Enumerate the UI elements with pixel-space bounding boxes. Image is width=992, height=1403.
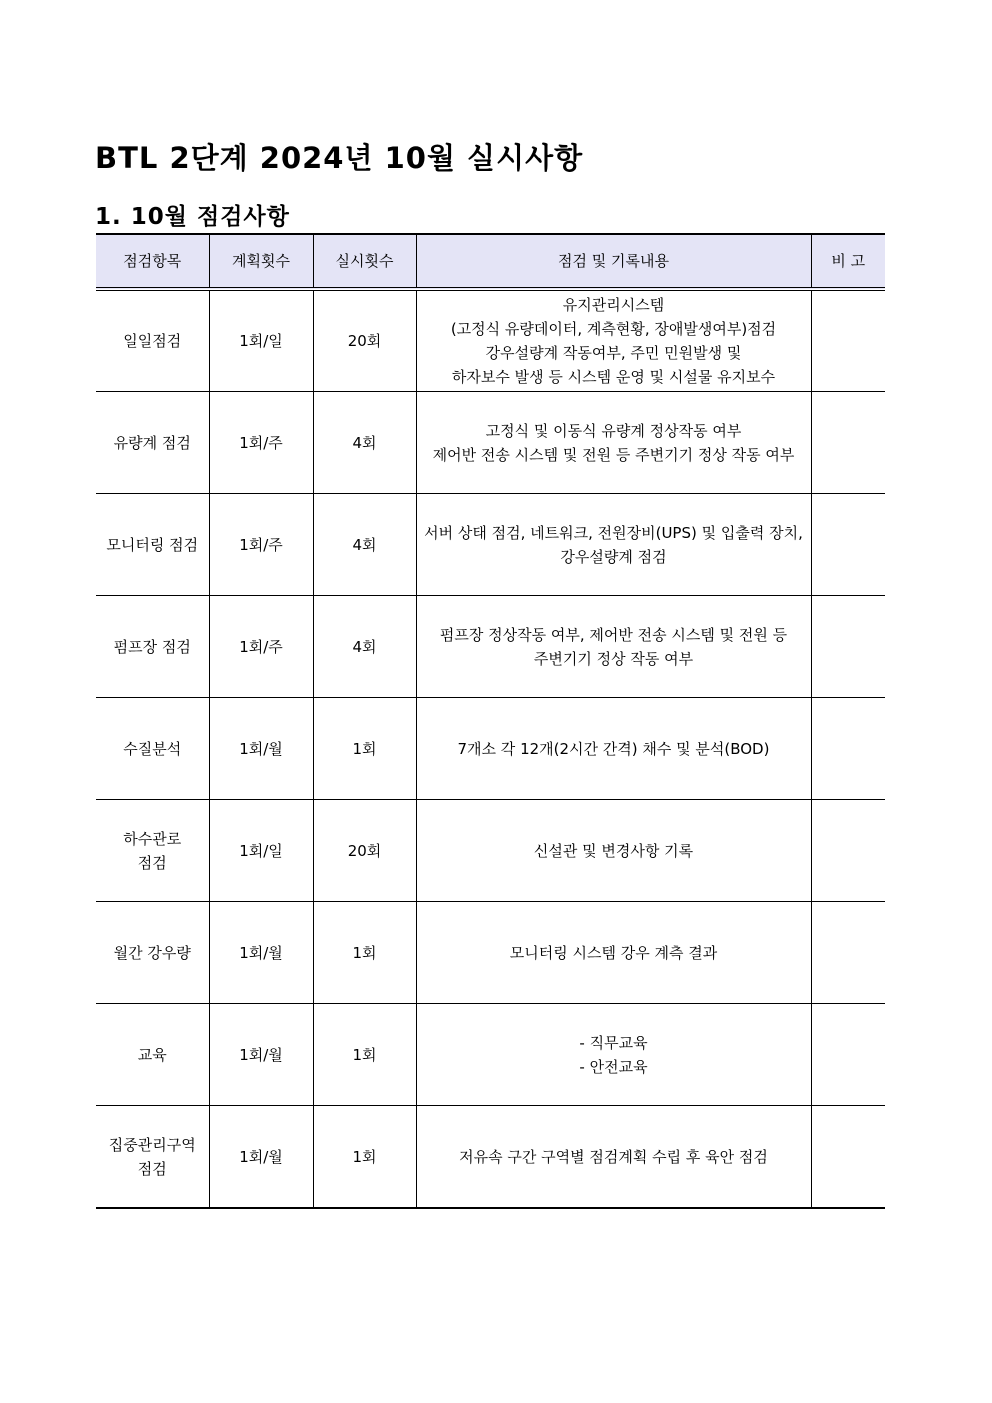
cell-actual-count: 4회 bbox=[313, 494, 416, 596]
header-item: 점검항목 bbox=[96, 234, 209, 289]
cell-note bbox=[811, 698, 885, 800]
cell-item bbox=[96, 698, 209, 800]
cell-actual-count: 1회 bbox=[313, 902, 416, 1004]
cell-content-line: - 안전교육 bbox=[579, 1057, 648, 1076]
cell-item bbox=[96, 902, 209, 1004]
cell-content bbox=[416, 1106, 811, 1209]
cell-item bbox=[96, 1004, 209, 1106]
cell-planned-count: 1회/월 bbox=[209, 698, 313, 800]
cell-item-line: 모니터링 점검 bbox=[106, 535, 199, 554]
table-row bbox=[96, 800, 885, 902]
cell-note bbox=[811, 1106, 885, 1209]
cell-item bbox=[96, 800, 209, 902]
cell-note bbox=[811, 800, 885, 902]
section-title: 1. 10월 점검사항 bbox=[95, 204, 290, 230]
cell-item-line: 일일점검 bbox=[123, 332, 182, 350]
cell-actual-count: 1회 bbox=[313, 1004, 416, 1106]
cell-content-line: 하자보수 발생 등 시스템 운영 및 시설물 유지보수 bbox=[451, 368, 776, 386]
cell-item-line: 하수관로 bbox=[123, 829, 182, 848]
cell-content-line: (고정식 유량데이터, 계측현황, 장애발생여부)점검 bbox=[450, 320, 777, 338]
cell-item-line: 수질분석 bbox=[123, 739, 182, 758]
cell-content bbox=[416, 596, 811, 698]
table-row bbox=[96, 698, 885, 800]
cell-item bbox=[96, 494, 209, 596]
cell-content bbox=[416, 902, 811, 1004]
cell-item-line: 집중관리구역 bbox=[108, 1135, 196, 1154]
cell-item-line: 월간 강우량 bbox=[113, 943, 191, 962]
cell-planned-count: 1회/주 bbox=[209, 596, 313, 698]
cell-content-line: 강우설량계 점검 bbox=[560, 547, 667, 566]
cell-item bbox=[96, 1106, 209, 1209]
cell-content-line: 저유속 구간 구역별 점검계획 수립 후 육안 점검 bbox=[459, 1147, 768, 1166]
cell-content-line: 펌프장 정상작동 여부, 제어반 전송 시스템 및 전원 등 bbox=[439, 625, 788, 644]
table-row bbox=[96, 596, 885, 698]
cell-content-line: 모니터링 시스템 강우 계측 결과 bbox=[509, 943, 718, 962]
table-body bbox=[96, 289, 885, 1208]
cell-content-line: 제어반 전송 시스템 및 전원 등 주변기기 정상 작동 여부 bbox=[432, 445, 795, 464]
header-planned-count: 계획횟수 bbox=[209, 234, 313, 289]
table-row bbox=[96, 494, 885, 596]
cell-note bbox=[811, 392, 885, 494]
cell-content-line: 고정식 및 이동식 유량계 정상작동 여부 bbox=[485, 421, 742, 440]
cell-content-line: 7개소 각 12개(2시간 간격) 채수 및 분석(BOD) bbox=[457, 739, 770, 758]
cell-planned-count: 1회/주 bbox=[209, 392, 313, 494]
cell-item bbox=[96, 392, 209, 494]
header-content: 점검 및 기록내용 bbox=[416, 234, 811, 289]
cell-actual-count: 1회 bbox=[313, 1106, 416, 1209]
cell-content bbox=[416, 494, 811, 596]
table-row bbox=[96, 289, 885, 392]
cell-content-line: 서버 상태 점검, 네트워크, 전원장비(UPS) 및 입출력 장치, bbox=[424, 523, 803, 542]
cell-item-line: 교육 bbox=[137, 1045, 167, 1064]
cell-actual-count: 20회 bbox=[313, 289, 416, 392]
cell-content-line: - 직무교육 bbox=[579, 1033, 648, 1052]
header-actual-count: 실시횟수 bbox=[313, 234, 416, 289]
cell-content bbox=[416, 800, 811, 902]
table-row bbox=[96, 1004, 885, 1106]
inspection-table bbox=[96, 233, 885, 1209]
cell-planned-count: 1회/주 bbox=[209, 494, 313, 596]
cell-note bbox=[811, 494, 885, 596]
cell-planned-count: 1회/일 bbox=[209, 800, 313, 902]
cell-item bbox=[96, 596, 209, 698]
cell-actual-count: 1회 bbox=[313, 698, 416, 800]
table-header-row bbox=[96, 234, 885, 289]
cell-planned-count: 1회/일 bbox=[209, 289, 313, 392]
header-note: 비 고 bbox=[811, 234, 885, 289]
table-row bbox=[96, 1106, 885, 1209]
cell-content-line: 유지관리시스템 bbox=[562, 296, 665, 314]
cell-item-line: 점검 bbox=[137, 853, 167, 872]
cell-planned-count: 1회/월 bbox=[209, 1106, 313, 1209]
cell-planned-count: 1회/월 bbox=[209, 1004, 313, 1106]
cell-content-line: 신설관 및 변경사항 기록 bbox=[533, 841, 694, 860]
cell-content-line: 주변기기 정상 작동 여부 bbox=[533, 649, 694, 668]
cell-note bbox=[811, 289, 885, 392]
table-row bbox=[96, 902, 885, 1004]
cell-content bbox=[416, 1004, 811, 1106]
cell-item-line: 펌프장 점검 bbox=[113, 637, 191, 656]
cell-note bbox=[811, 902, 885, 1004]
cell-content bbox=[416, 698, 811, 800]
cell-content-line: 강우설량계 작동여부, 주민 민원발생 및 bbox=[485, 344, 742, 362]
cell-note bbox=[811, 1004, 885, 1106]
page-title: BTL 2단계 2024년 10월 실시사항 bbox=[95, 141, 584, 175]
table-row bbox=[96, 392, 885, 494]
cell-item bbox=[96, 289, 209, 392]
cell-content bbox=[416, 392, 811, 494]
cell-actual-count: 4회 bbox=[313, 392, 416, 494]
cell-note bbox=[811, 596, 885, 698]
cell-actual-count: 20회 bbox=[313, 800, 416, 902]
cell-actual-count: 4회 bbox=[313, 596, 416, 698]
cell-content bbox=[416, 289, 811, 392]
cell-item-line: 유량계 점검 bbox=[113, 433, 191, 452]
cell-planned-count: 1회/월 bbox=[209, 902, 313, 1004]
cell-item-line: 점검 bbox=[137, 1159, 167, 1178]
